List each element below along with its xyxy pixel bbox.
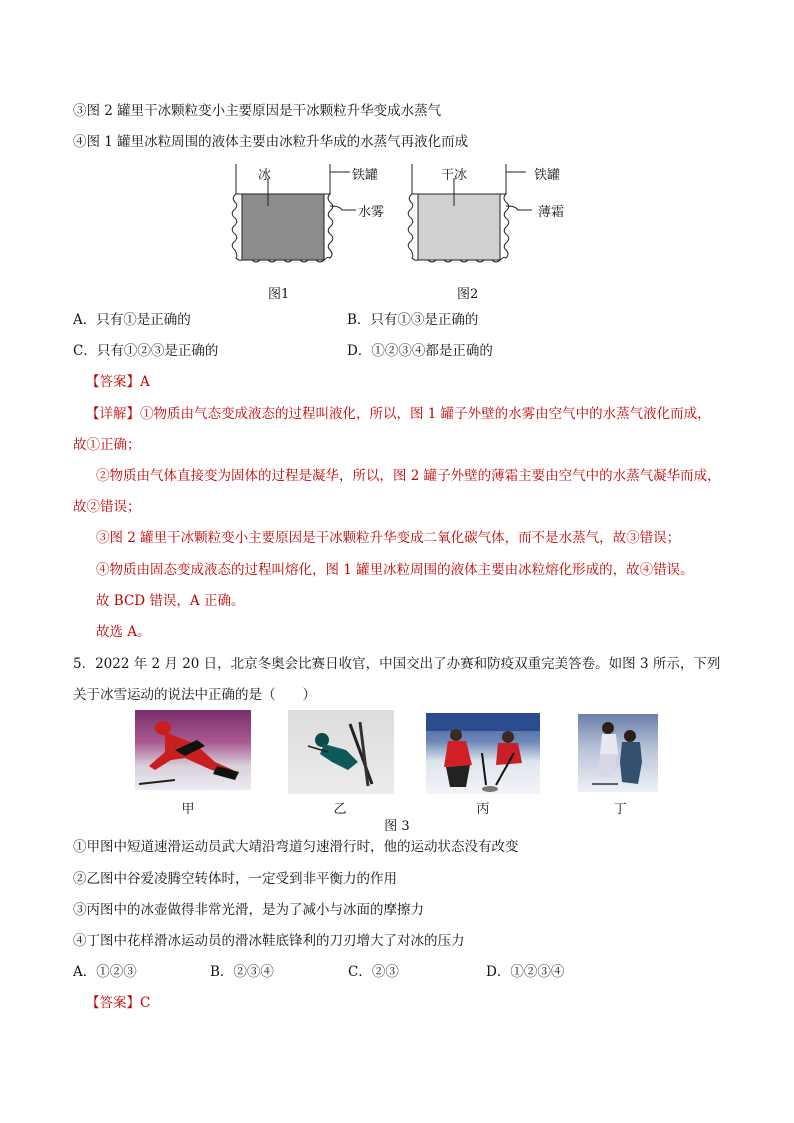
q5-stem-line2: 关于冰雪运动的说法中正确的是（ ） (73, 687, 316, 703)
figure1-can (232, 164, 356, 262)
q4-detail-line7: 故 BCD 错误，A 正确。 (96, 593, 245, 609)
q4-detail-line6: ④物质由固态变成液态的过程叫熔化，图 1 罐里冰粒周围的液体主要由冰粒熔化形成的，故④错误。 (96, 562, 694, 578)
q4-option-d: D．①②③④都是正确的 (347, 343, 493, 359)
q4-detail-line2: 故①正确； (73, 437, 141, 453)
statement-3: ③图 2 罐里干冰颗粒变小主要原因是干冰颗粒升华变成水蒸气 (73, 103, 442, 119)
photo-figure-skating (578, 714, 658, 792)
q5-statement-4: ④丁图中花样滑冰运动员的滑冰鞋底锋利的刀刃增大了对冰的压力 (73, 933, 465, 949)
q4-detail-line8: 故选 A。 (96, 624, 151, 640)
q5-stem-line1: 5．2022 年 2 月 20 日，北京冬奥会比赛日收官，中国交出了办赛和防疫双重完美答卷。如图 3 所示，下列 (73, 656, 721, 672)
q4-option-b: B．只有①③是正确的 (347, 312, 479, 328)
q4-detail-line3: ②物质由气体直接变为固体的过程是凝华，所以，图 2 罐子外壁的薄霜主要由空气中的水蒸气凝华而成， (96, 468, 721, 484)
q5-statement-2: ②乙图中谷爱凌腾空转体时，一定受到非平衡力的作用 (73, 871, 397, 887)
figure1-can-label: 铁罐 (352, 168, 379, 183)
figure1-mist-label: 水雾 (358, 205, 385, 220)
photo-curling (426, 713, 540, 794)
figure3-caption: 图 3 (384, 819, 410, 834)
figure2-dryice-label: 干冰 (441, 168, 468, 183)
q5-answer: 【答案】C (86, 995, 151, 1011)
photo-caption-jia: 甲 (181, 802, 195, 817)
photo-caption-bing: 丙 (476, 802, 490, 817)
q5-option-a: A．①②③ (73, 964, 137, 980)
photo-caption-yi: 乙 (333, 802, 347, 817)
photo-caption-ding: 丁 (613, 802, 627, 817)
q4-detail-line5: ③图 2 罐里干冰颗粒变小主要原因是干冰颗粒升华变成二氧化碳气体，而不是水蒸气，故③错误； (96, 530, 681, 546)
figure2-frost-label: 薄霜 (538, 205, 565, 220)
q4-option-a: A．只有①是正确的 (73, 312, 191, 328)
q5-statement-1: ①甲图中短道速滑运动员武大靖沿弯道匀速滑行时，他的运动状态没有改变 (73, 839, 519, 855)
photo-speed-skater (135, 710, 251, 790)
q5-option-c: C．②③ (348, 964, 399, 980)
q4-detail-line1: 【详解】①物质由气态变成液态的过程叫液化，所以，图 1 罐子外壁的水雾由空气中的水蒸气液化而成， (86, 406, 711, 422)
q4-answer: 【答案】A (86, 374, 150, 390)
q5-statement-3: ③丙图中的冰壶做得非常光滑，是为了减小与冰面的摩擦力 (73, 902, 424, 918)
figure1-ice-label: 冰 (258, 168, 272, 183)
q5-option-b: B．②③④ (210, 964, 274, 980)
figure2-can (408, 164, 532, 262)
q4-option-c: C．只有①②③是正确的 (73, 343, 219, 359)
q4-detail-line4: 故②错误； (73, 499, 141, 515)
figure2-caption: 图2 (457, 287, 479, 302)
photo-freestyle-skier (288, 710, 394, 794)
figure2-can-label: 铁罐 (534, 168, 561, 183)
q5-option-d: D．①②③④ (486, 964, 565, 980)
statement-4: ④图 1 罐里冰粒周围的液体主要由冰粒升华成的水蒸气再液化而成 (73, 134, 469, 150)
figure1-caption: 图1 (268, 287, 290, 302)
